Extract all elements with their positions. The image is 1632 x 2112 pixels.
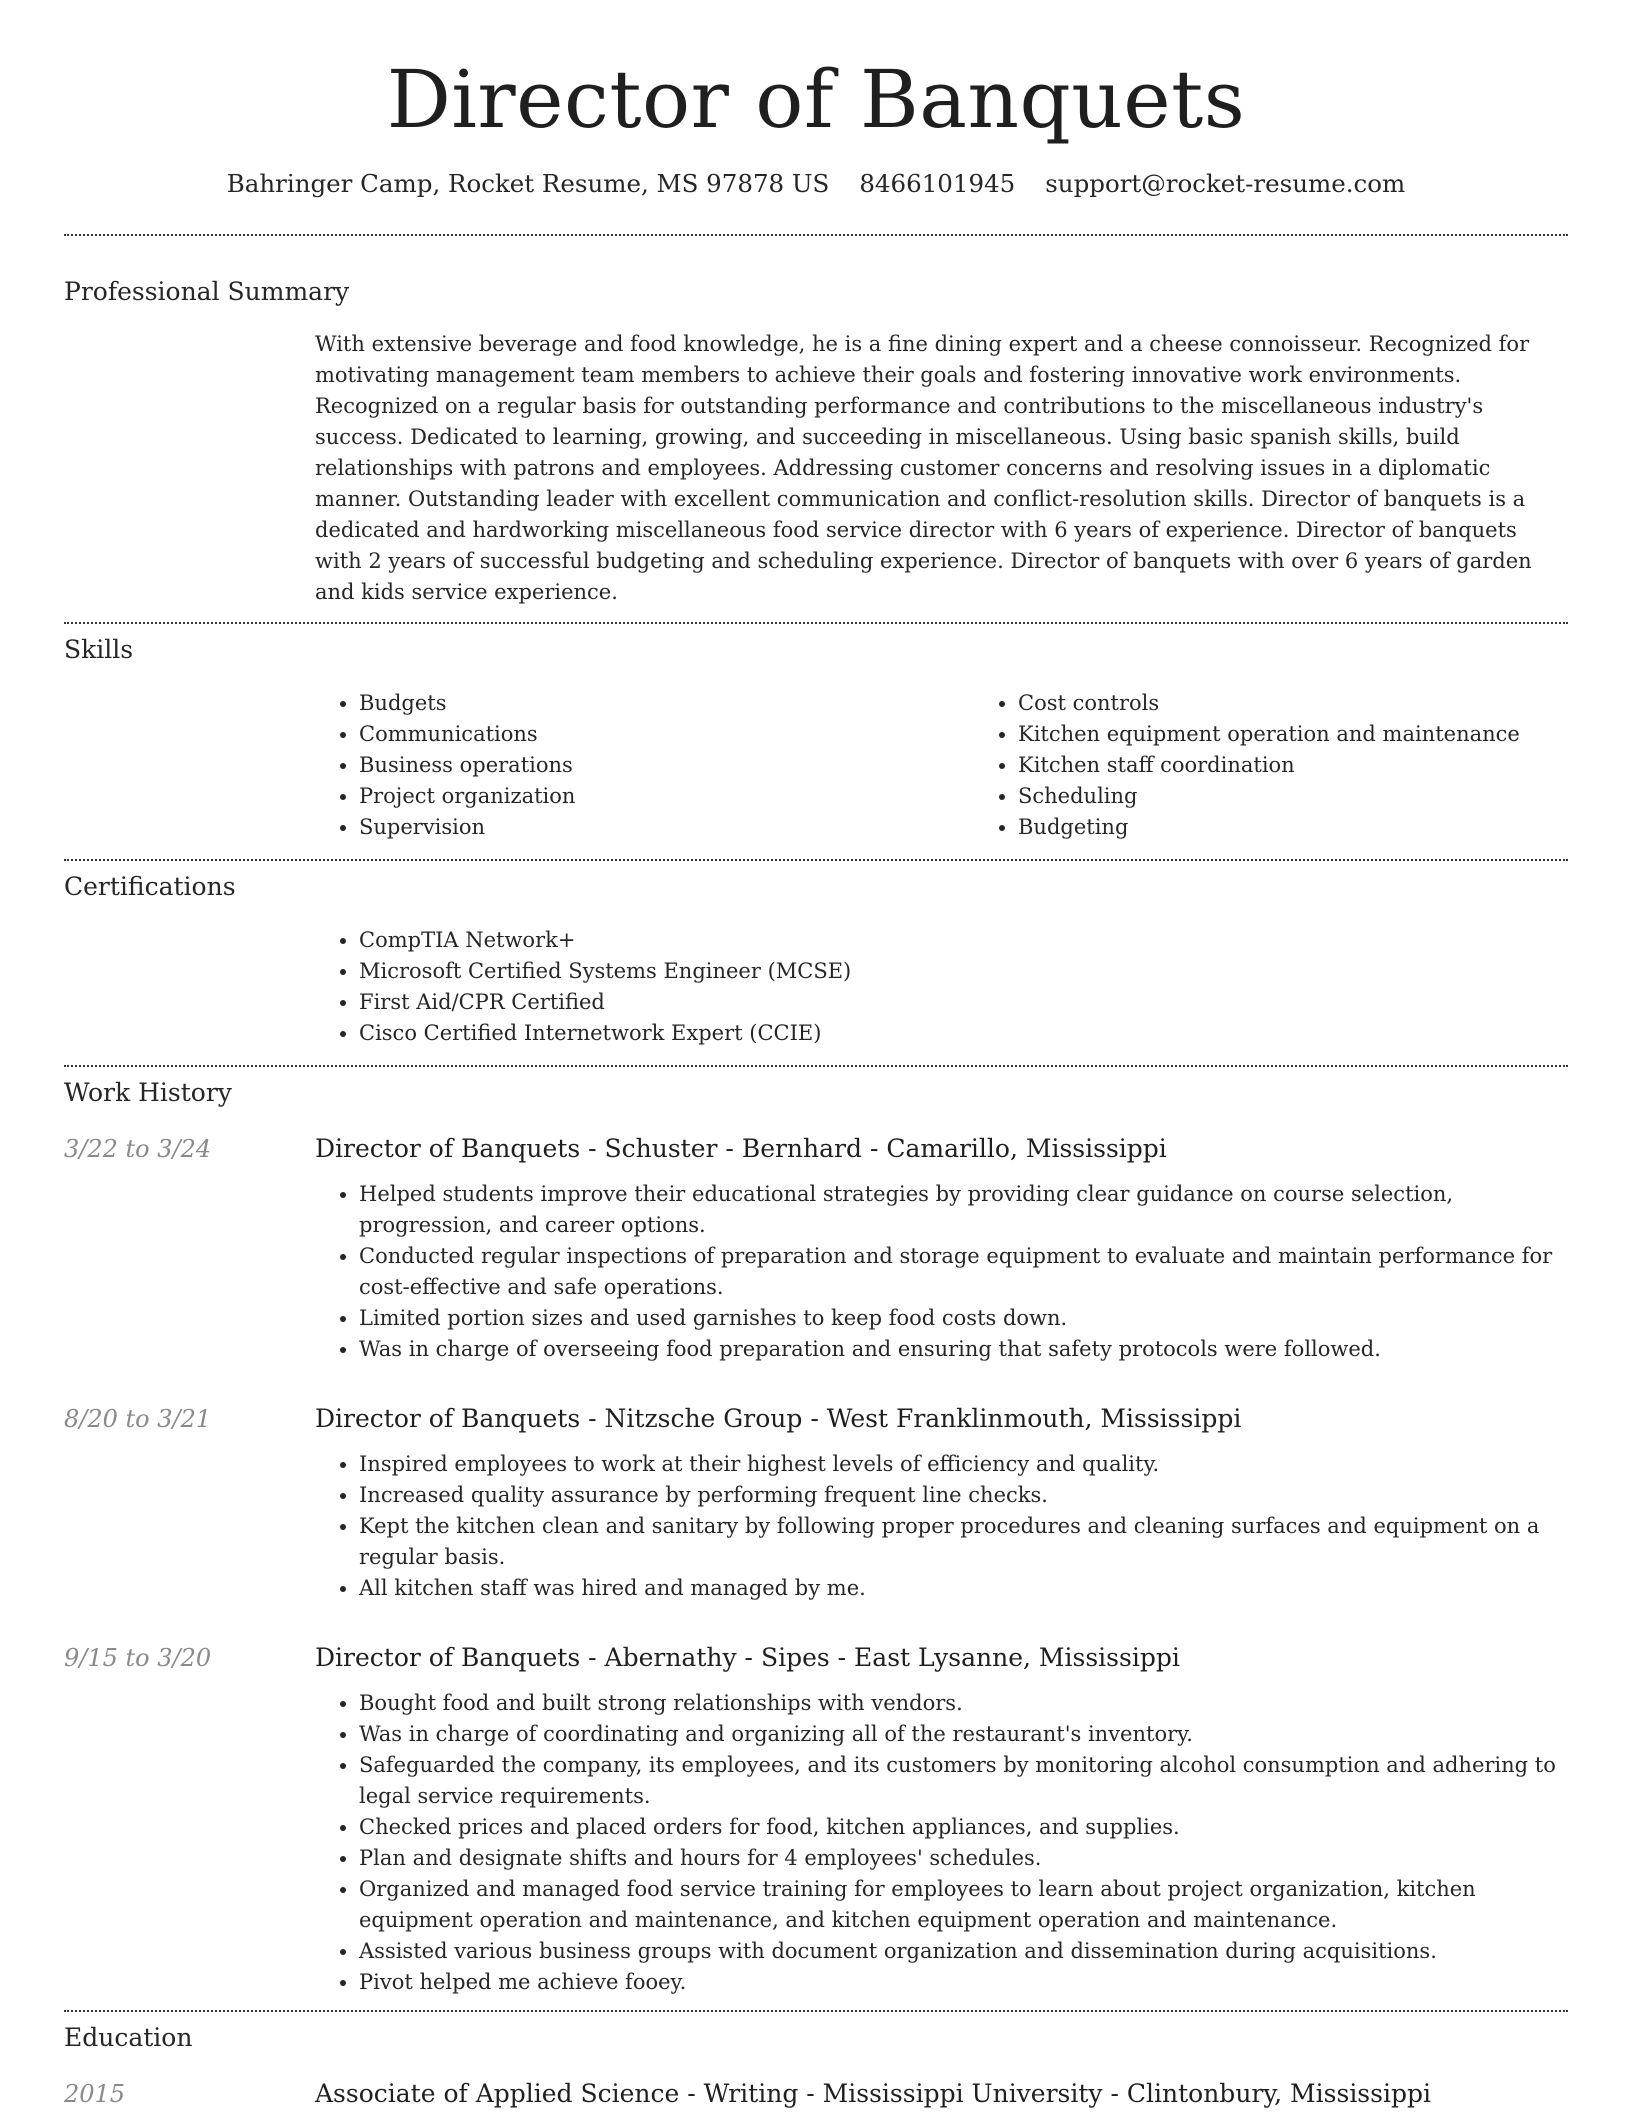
- job-bullet: • All kitchen staff was hired and managed by me.: [359, 1573, 1568, 1604]
- job-bullet: • Inspired employees to work at their highest levels of efficiency and quality.: [359, 1449, 1568, 1480]
- job-bullet: • Increased quality assurance by performing frequent line checks.: [359, 1480, 1568, 1511]
- summary-heading: Professional Summary: [64, 277, 350, 306]
- certification-item: • Microsoft Certified Systems Engineer (MCSE): [359, 956, 1568, 987]
- skill-item: • Scheduling: [1018, 781, 1632, 812]
- job-bullet: • Limited portion sizes and used garnishes to keep food costs down.: [359, 1303, 1568, 1334]
- job-dates: 3/22 to 3/24: [64, 1135, 212, 1163]
- job-bullet: • Was in charge of overseeing food preparation and ensuring that safety protocols were followed.: [359, 1334, 1568, 1365]
- skill-item: • Supervision: [359, 812, 974, 843]
- skills-section: [64, 624, 1568, 859]
- work-history-section: [64, 1067, 1568, 2010]
- job-bullets: [315, 1449, 1568, 1604]
- certifications-heading: Certifications: [64, 872, 236, 901]
- job-entry: [64, 1403, 1568, 1604]
- work-history-heading: Work History: [64, 1078, 232, 1107]
- certifications-list: [315, 925, 1568, 1049]
- candidate-name: Director of Banquets: [386, 53, 1246, 146]
- job-bullet: • Bought food and built strong relationships with vendors.: [359, 1688, 1568, 1719]
- skill-item: • Kitchen staff coordination: [1018, 750, 1632, 781]
- certifications-section: [64, 861, 1568, 1065]
- resume-header: [64, 0, 1568, 200]
- certification-item: • Cisco Certified Internetwork Expert (CCIE): [359, 1018, 1568, 1049]
- skill-item: • Cost controls: [1018, 688, 1632, 719]
- contact-phone: 8466101945: [859, 169, 1016, 198]
- job-bullet: • Pivot helped me achieve fooey.: [359, 1967, 1568, 1998]
- skill-item: • Budgets: [359, 688, 974, 719]
- job-title: Director of Banquets - Schuster - Bernhard - Camarillo, Mississippi: [315, 1134, 1167, 1163]
- education-entry: [64, 2078, 1568, 2110]
- contact-address: Bahringer Camp, Rocket Resume, MS 97878 US: [226, 169, 830, 198]
- job-dates: 8/20 to 3/21: [64, 1405, 212, 1433]
- job-bullet: • Organized and managed food service training for employees to learn about project organization, kitchen equipment operation and maintenance, and kitchen equipment operation and maintenance.: [359, 1874, 1568, 1936]
- job-entry: [64, 1642, 1568, 1998]
- job-bullet: • Safeguarded the company, its employees, and its customers by monitoring alcohol consumption and adhering to legal service requirements.: [359, 1750, 1568, 1812]
- job-bullet: • Helped students improve their educational strategies by providing clear guidance on course selection, progression, and career options.: [359, 1179, 1568, 1241]
- job-bullet: • Kept the kitchen clean and sanitary by following proper procedures and cleaning surfaces and equipment on a regular basis.: [359, 1511, 1568, 1573]
- contact-email[interactable]: support@rocket-resume.com: [1045, 169, 1406, 198]
- job-bullets: [315, 1179, 1568, 1365]
- skills-list-right: [974, 688, 1632, 843]
- certification-item: • CompTIA Network+: [359, 925, 1568, 956]
- education-section: [64, 2012, 1568, 2110]
- certification-item: • First Aid/CPR Certified: [359, 987, 1568, 1018]
- job-bullet: • Plan and designate shifts and hours for 4 employees' schedules.: [359, 1843, 1568, 1874]
- summary-section: [64, 236, 1568, 622]
- skill-item: • Kitchen equipment operation and maintenance: [1018, 719, 1632, 750]
- education-title: Associate of Applied Science - Writing - Mississippi University - Clintonbury, Mississippi: [315, 2079, 1431, 2108]
- job-bullet: • Was in charge of coordinating and organizing all of the restaurant's inventory.: [359, 1719, 1568, 1750]
- job-title: Director of Banquets - Nitzsche Group - West Franklinmouth, Mississippi: [315, 1404, 1242, 1433]
- skills-list-left: [315, 688, 974, 843]
- job-bullets: [315, 1688, 1568, 1998]
- education-heading: Education: [64, 2023, 193, 2052]
- job-bullet: • Assisted various business groups with document organization and dissemination during acquisitions.: [359, 1936, 1568, 1967]
- job-bullet: • Checked prices and placed orders for food, kitchen appliances, and supplies.: [359, 1812, 1568, 1843]
- skill-item: • Communications: [359, 719, 974, 750]
- skill-item: • Business operations: [359, 750, 974, 781]
- education-year: 2015: [64, 2080, 126, 2108]
- job-bullet: • Conducted regular inspections of preparation and storage equipment to evaluate and maintain performance for cost-effective and safe operations.: [359, 1241, 1568, 1303]
- skill-item: • Project organization: [359, 781, 974, 812]
- job-title: Director of Banquets - Abernathy - Sipes - East Lysanne, Mississippi: [315, 1643, 1180, 1672]
- skills-heading: Skills: [64, 635, 134, 664]
- skill-item: • Budgeting: [1018, 812, 1632, 843]
- job-dates: 9/15 to 3/20: [64, 1644, 212, 1672]
- contact-line: [64, 168, 1568, 200]
- job-entry: [64, 1133, 1568, 1365]
- summary-text: With extensive beverage and food knowledge, he is a fine dining expert and a cheese connoisseur. Recognized for motivating management team members to achieve their goals and fostering innovative work environments. Recognized on a regular basis for outstanding performance and contributions to the miscellaneous industry's success. Dedicated to learning, growing, and succeeding in miscellaneous. Using basic spanish skills, build relationships with patrons and employees. Addressing customer concerns and resolving issues in a diplomatic manner. Outstanding leader with excellent communication and conflict-resolution skills. Director of banquets is a dedicated and hardworking miscellaneous food service director with 6 years of experience. Director of banquets with 2 years of successful budgeting and scheduling experience. Director of banquets with over 6 years of garden and kids service experience.: [315, 332, 1532, 604]
